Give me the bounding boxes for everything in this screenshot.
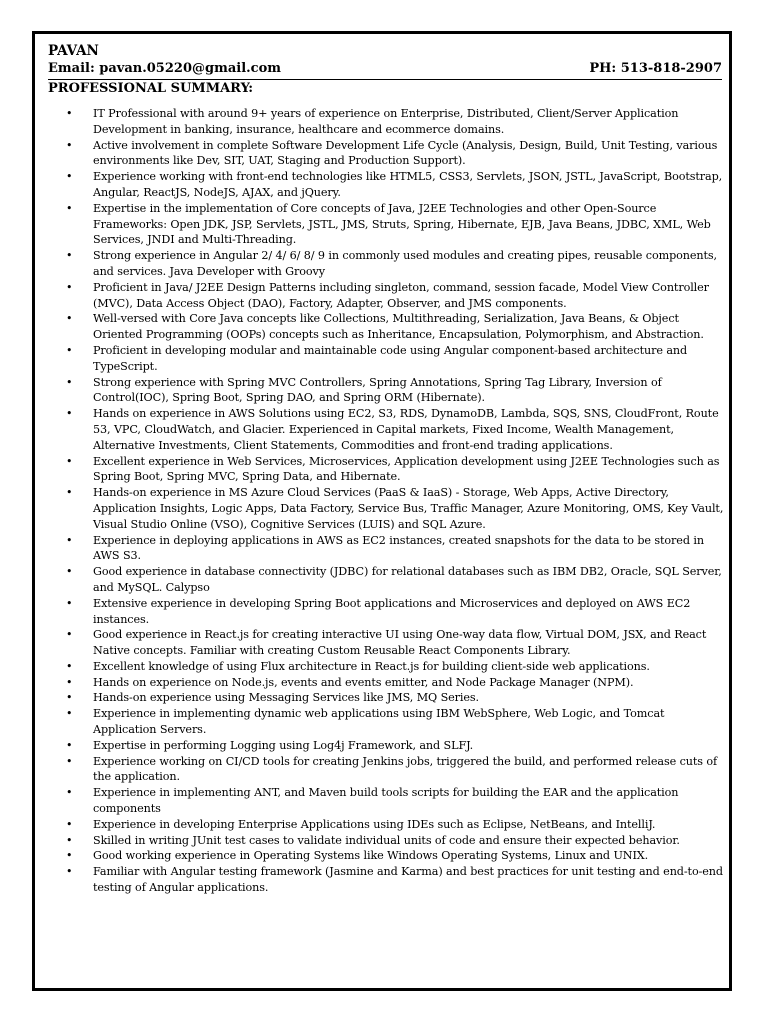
- summary-item-text: Expertise in performing Logging using Log4j Framework, and SLFJ.: [93, 738, 474, 752]
- summary-item: [66, 690, 726, 706]
- summary-item: [66, 311, 726, 343]
- summary-item: [66, 817, 726, 833]
- bullet-icon: •: [66, 454, 73, 468]
- summary-item-text: Strong experience with Spring MVC Controllers, Spring Annotations, Spring Tag Library, Inversion of Control(IOC), Spring Boot, Spring DAO, and Spring ORM (Hibernate).: [93, 375, 662, 405]
- summary-item: [66, 169, 726, 201]
- summary-item: [66, 706, 726, 738]
- bullet-icon: •: [66, 280, 73, 294]
- bullet-icon: •: [66, 865, 73, 879]
- summary-item-text: Experience in implementing ANT, and Maven build tools scripts for building the EAR and the application components: [93, 786, 679, 816]
- summary-item: [66, 738, 726, 754]
- summary-item: [66, 833, 726, 849]
- summary-item: [66, 754, 726, 786]
- summary-item: [66, 138, 726, 170]
- bullet-icon: •: [66, 533, 73, 547]
- summary-item-text: Strong experience in Angular 2/ 4/ 6/ 8/ 9 in commonly used modules and creating pipes, reusable components, and services. Java Developer with Groovy: [93, 249, 718, 278]
- summary-item-text: Experience working on CI/CD tools for creating Jenkins jobs, triggered the build, and performed release cuts of the application.: [93, 754, 718, 784]
- summary-item-text: Proficient in developing modular and maintainable code using Angular component-based architecture and TypeScript.: [93, 343, 688, 373]
- summary-item: [66, 485, 726, 532]
- summary-item: [66, 675, 726, 691]
- summary-item-text: Hands on experience on Node.js, events and events emitter, and Node Package Manager (NPM).: [93, 675, 634, 689]
- summary-item-text: Extensive experience in developing Spring Boot applications and Microservices and deployed on AWS EC2 instances.: [93, 596, 691, 626]
- resume-header: [48, 42, 722, 97]
- summary-item-text: Hands-on experience using Messaging Services like JMS, MQ Series.: [93, 691, 480, 705]
- summary-item: [66, 280, 726, 312]
- bullet-icon: •: [66, 565, 73, 579]
- bullet-icon: •: [66, 754, 73, 768]
- bullet-icon: •: [66, 738, 73, 752]
- bullet-icon: •: [66, 596, 73, 610]
- section-title-professional-summary: PROFESSIONAL SUMMARY:: [48, 81, 254, 96]
- summary-item: [66, 596, 726, 628]
- summary-item-text: IT Professional with around 9+ years of experience on Enterprise, Distributed, Client/Server Application Development in banking, insurance, healthcare and ecommerce domains.: [93, 107, 679, 136]
- bullet-icon: •: [66, 249, 73, 263]
- summary-item: [66, 864, 726, 896]
- summary-item-text: Skilled in writing JUnit test cases to validate individual units of code and ensure their expected behavior.: [93, 833, 680, 847]
- summary-item-text: Hands-on experience in MS Azure Cloud Services (PaaS & IaaS) - Storage, Web Apps, Active Directory, Application Insights, Logic Apps, Data Factory, Service Bus, Traffic Manager, Azure Monitoring, OMS, Key Vault, Visual Studio Online (VSO), Cognitive Services (LUIS) and SQL Azure.: [93, 486, 724, 531]
- bullet-icon: •: [66, 675, 73, 689]
- summary-item-text: Good experience in React.js for creating interactive UI using One-way data flow, Virtual DOM, JSX, and React Native concepts. Familiar with creating Custom Reusable React Components Library.: [93, 628, 707, 658]
- bullet-icon: •: [66, 786, 73, 800]
- bullet-icon: •: [66, 817, 73, 831]
- summary-item: [66, 848, 726, 864]
- bullet-icon: •: [66, 375, 73, 389]
- summary-item-text: Expertise in the implementation of Core concepts of Java, J2EE Technologies and other Open-Source Frameworks: Open JDK, JSP, Servlets, JSTL, JMS, Struts, Spring, Hibernate, EJB, Java Beans, JDBC, XML, Web Services, JNDI and Multi-Threading.: [93, 201, 711, 247]
- summary-item-text: Experience working with front-end technologies like HTML5, CSS3, Servlets, JSON, JSTL, JavaScript, Bootstrap, Angular, ReactJS, NodeJS, AJAX, and jQuery.: [93, 170, 723, 199]
- summary-item-text: Excellent knowledge of using Flux architecture in React.js for building client-side web applications.: [93, 659, 650, 673]
- summary-item: [66, 627, 726, 659]
- bullet-icon: •: [66, 628, 73, 642]
- summary-list: [66, 106, 726, 896]
- summary-item: [66, 454, 726, 486]
- bullet-icon: •: [66, 138, 73, 152]
- summary-item-text: Well-versed with Core Java concepts like Collections, Multithreading, Serialization, Java Beans, & Object Oriented Programming (OOPs) concepts such as Inheritance, Encapsulation, Polymorphism, and Abstraction.: [93, 312, 704, 342]
- bullet-icon: •: [66, 659, 73, 673]
- summary-item: [66, 533, 726, 565]
- summary-item-text: Excellent experience in Web Services, Microservices, Application development using J2EE Technologies such as Spring Boot, Spring MVC, Spring Data, and Hibernate.: [93, 454, 720, 484]
- summary-item: [66, 106, 726, 138]
- summary-item-text: Good working experience in Operating Systems like Windows Operating Systems, Linux and UNIX.: [93, 849, 649, 863]
- summary-item-text: Experience in developing Enterprise Applications using IDEs such as Eclipse, NetBeans, and IntelliJ.: [93, 817, 656, 831]
- contact-row: [48, 60, 722, 80]
- summary-item: [66, 248, 726, 280]
- summary-item: [66, 564, 726, 596]
- bullet-icon: •: [66, 343, 73, 357]
- summary-item-text: Familiar with Angular testing framework (Jasmine and Karma) and best practices for unit testing and end-to-end testing of Angular applications.: [93, 865, 723, 895]
- bullet-icon: •: [66, 407, 73, 421]
- summary-item-text: Hands on experience in AWS Solutions using EC2, S3, RDS, DynamoDB, Lambda, SQS, SNS, CloudFront, Route 53, VPC, CloudWatch, and Glacier. Experienced in Capital markets, Fixed Income, Wealth Management, Alternative Investments, Client Statements, Commodities and front-end trading applications.: [93, 407, 719, 452]
- candidate-name: PAVAN: [48, 43, 99, 59]
- bullet-icon: •: [66, 707, 73, 721]
- summary-item-text: Experience in deploying applications in AWS as EC2 instances, created snapshots for the data to be stored in AWS S3.: [93, 533, 704, 563]
- bullet-icon: •: [66, 833, 73, 847]
- bullet-icon: •: [66, 201, 73, 215]
- summary-item-text: Experience in implementing dynamic web applications using IBM WebSphere, Web Logic, and Tomcat Application Servers.: [93, 707, 665, 737]
- summary-item: [66, 785, 726, 817]
- bullet-icon: •: [66, 312, 73, 326]
- bullet-icon: •: [66, 486, 73, 500]
- summary-item: [66, 343, 726, 375]
- summary-item: [66, 375, 726, 407]
- summary-item-text: Active involvement in complete Software Development Life Cycle (Analysis, Design, Build, Unit Testing, various environments like Dev, SIT, UAT, Staging and Production Support).: [93, 138, 718, 168]
- summary-item: [66, 406, 726, 453]
- bullet-icon: •: [66, 170, 73, 184]
- summary-item: [66, 659, 726, 675]
- phone-text: PH: 513-818-2907: [589, 61, 722, 76]
- email-text: Email: pavan.05220@gmail.com: [48, 61, 281, 76]
- bullet-icon: •: [66, 691, 73, 705]
- summary-item: [66, 201, 726, 248]
- summary-item-text: Proficient in Java/ J2EE Design Patterns including singleton, command, session facade, Model View Controller (MVC), Data Access Object (DAO), Factory, Adapter, Observer, and JMS components.: [93, 280, 709, 310]
- bullet-icon: •: [66, 849, 73, 863]
- bullet-icon: •: [66, 107, 73, 120]
- summary-item-text: Good experience in database connectivity (JDBC) for relational databases such as IBM DB2, Oracle, SQL Server, and MySQL. Calypso: [93, 565, 722, 594]
